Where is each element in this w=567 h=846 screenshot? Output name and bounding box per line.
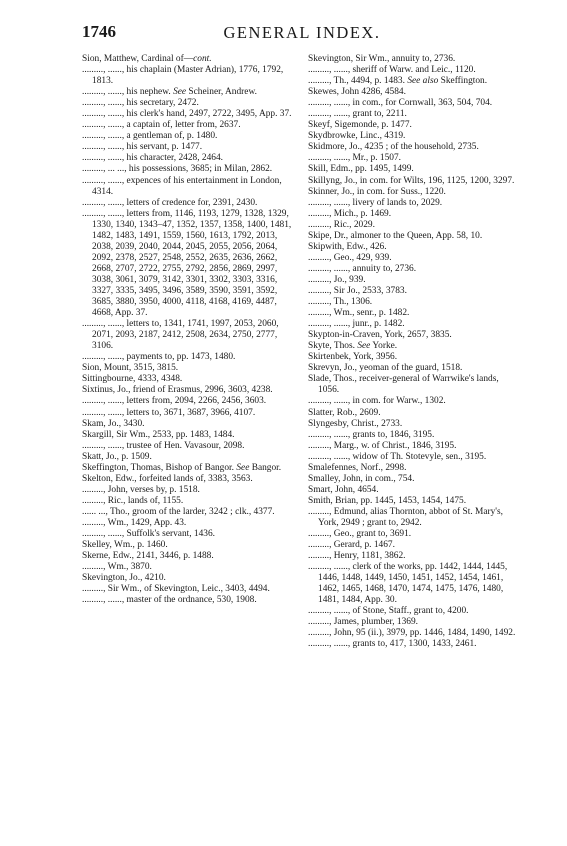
index-entry: [308, 551, 520, 562]
entry-text: ........., ......, his nephew.: [82, 87, 174, 98]
index-entry: [308, 242, 520, 253]
entry-text: ........., Wm., senr., p. 1482.: [308, 308, 410, 319]
entry-text: Skydbrowke, Linc., 4319.: [308, 131, 406, 142]
index-entry: [308, 275, 520, 286]
index-entry: [308, 164, 520, 175]
entry-text: Skypton-in-Craven, York, 2657, 3835.: [308, 330, 452, 341]
entry-text: Skinner, Jo., in com. for Suss., 1220.: [308, 186, 446, 197]
entry-text: ........., Geo., grant to, 3691.: [308, 529, 412, 540]
entry-text: Skirtenbek, York, 3956.: [308, 352, 398, 363]
index-entry: [308, 374, 520, 396]
index-entry: [308, 264, 520, 275]
entry-text: ........., Ric., 2029.: [308, 219, 375, 230]
page-title: GENERAL INDEX.: [223, 23, 381, 42]
index-entry: [308, 198, 520, 209]
entry-text: ........., ......, his chaplain (Master Adrian), 1776, 1792, 1813.: [82, 65, 284, 87]
entry-text: ........., John, 95 (ii.), 3979, pp. 1446, 1484, 1490, 1492.: [308, 628, 516, 639]
index-entry: [308, 109, 520, 120]
index-entry: [82, 120, 294, 131]
index-entry: [308, 606, 520, 617]
index-entry: [308, 441, 520, 452]
entry-text: ........., ......, in com. for Warw., 1302.: [308, 396, 446, 407]
index-entry: [82, 463, 294, 474]
entry-text: Skyte, Thos.: [308, 341, 358, 352]
entry-text: Yorke.: [370, 341, 398, 352]
entry-text: Smart, John, 4654.: [308, 484, 379, 495]
index-entry: [308, 352, 520, 363]
entry-text: Skelley, Wm., p. 1460.: [82, 540, 168, 551]
entry-text: ........., ......, his servant, p. 1477.: [82, 142, 203, 153]
entry-text: Skipe, Dr., almoner to the Queen, App. 58, 10.: [308, 230, 483, 241]
index-entry: [82, 164, 294, 175]
entry-text: ........., ......, sheriff of Warw. and Leic., 1120.: [308, 65, 476, 76]
entry-text: Skewes, John 4286, 4584.: [308, 87, 406, 98]
entry-text: ........., ......, Suffolk's servant, 1436.: [82, 529, 216, 540]
index-entry: [308, 341, 520, 352]
index-entry: [308, 562, 520, 606]
entry-text: ........., Sir Jo., 2533, 3783.: [308, 285, 407, 296]
index-entry: [82, 551, 294, 562]
entry-text: Skevington, Sir Wm., annuity to, 2736.: [308, 54, 456, 64]
index-entry: [308, 396, 520, 407]
entry-text: ........., ......, master of the ordnance, 530, 1908.: [82, 595, 257, 606]
entry-text: Sion, Matthew, Cardinal of—: [82, 54, 194, 64]
index-entry: [82, 142, 294, 153]
entry-text: Sixtinus, Jo., friend of Erasmus, 2996, 3603, 4238.: [82, 385, 273, 396]
entry-text: Smalefennes, Norf., 2998.: [308, 462, 407, 473]
entry-text: ........., ......, letters of credence for, 2391, 2430.: [82, 197, 258, 208]
index-entry: [82, 109, 294, 120]
index-entry: [82, 65, 294, 87]
index-entry: [308, 540, 520, 551]
index-entry: [308, 209, 520, 220]
entry-text: ........., ......, grants to, 417, 1300, 1433, 2461.: [308, 639, 477, 650]
index-entry: [308, 628, 520, 639]
entry-text: Slade, Thos., receiver-general of Warrwike's lands, 1056.: [308, 374, 499, 396]
index-entry: [308, 463, 520, 474]
index-entry: [308, 76, 520, 87]
entry-text: ........., ......, of Stone, Staff., grant to, 4200.: [308, 606, 469, 617]
index-entry: [308, 330, 520, 341]
index-entry: [82, 98, 294, 109]
index-entry: [308, 297, 520, 308]
index-entry: [82, 319, 294, 352]
entry-text: ........., Gerard, p. 1467.: [308, 540, 395, 551]
entry-text: Skelton, Edw., forfeited lands of, 3383, 3563.: [82, 473, 253, 484]
entry-text: Skevington, Jo., 4210.: [82, 573, 166, 584]
entry-text: ........., Jo., 939.: [308, 274, 366, 285]
entry-text: ........., ......, his character, 2428, 2464.: [82, 153, 223, 164]
index-entry: [308, 363, 520, 374]
entry-text: Skam, Jo., 3430.: [82, 418, 145, 429]
entry-text: ........., ......, his clerk's hand, 2497, 2722, 3495, App. 37.: [82, 109, 292, 120]
entry-text: Bangor.: [249, 462, 282, 473]
index-entry: [82, 595, 294, 606]
index-entry: [308, 54, 520, 65]
entry-text: Skillyng, Jo., in com. for Wilts, 196, 1125, 1200, 3297.: [308, 175, 515, 186]
italic-term: See also: [407, 76, 439, 87]
entry-text: ........., ......, annuity to, 2736.: [308, 263, 417, 274]
entry-text: ........., ......, a gentleman of, p. 1480.: [82, 131, 218, 142]
index-entry: [308, 408, 520, 419]
index-entry: [308, 529, 520, 540]
index-entry: [82, 198, 294, 209]
entry-text: Skrevyn, Jo., yeoman of the guard, 1518.: [308, 363, 463, 374]
entry-text: ........., ......, grants to, 1846, 3195.: [308, 429, 435, 440]
entry-text: ........., ......, letters from, 1146, 1193, 1279, 1328, 1329, 1330, 1340, 1343–47, 1352, 1357, 1358, 1400, 1481, 1482, 1483, 1491, 1559, 1560, 1613, 1792, 2013, 2038, 2039, 2040, 2044, 2045, 2055, 2056, 2064, 2092, 2378, 2527, 2548, 2552, 2635, 2636, 2662, 2668, 2707, 2722, 2755, 2792, 2856, 2869, 2997, 3038, 3061, 3079, 3142, 3301, 3302, 3303, 3316, 3327, 3335, 3495, 3496, 3589, 3590, 3591, 3592, 3685, 3880, 3950, 4000, 4118, 4168, 4169, 4487, 4668, App. 37.: [82, 208, 292, 319]
index-entry: [308, 308, 520, 319]
index-entry: [308, 485, 520, 496]
index-entry: [82, 584, 294, 595]
index-entry: [82, 474, 294, 485]
entry-text: Skerne, Edw., 2141, 3446, p. 1488.: [82, 551, 214, 562]
entry-text: Skeffington, Thomas, Bishop of Bangor.: [82, 462, 237, 473]
index-entry: [82, 485, 294, 496]
index-entry: [82, 54, 294, 65]
index-entry: [82, 352, 294, 363]
entry-text: Skipwith, Edw., 426.: [308, 241, 387, 252]
page-header: [82, 22, 522, 46]
index-entry: [308, 430, 520, 441]
index-entry: [308, 65, 520, 76]
index-entry: [308, 87, 520, 98]
index-column-left: [82, 54, 294, 606]
index-entry: [308, 142, 520, 153]
entry-text: Scheiner, Andrew.: [186, 87, 257, 98]
entry-text: ...... ..., Tho., groom of the larder, 3242 ; clk., 4377.: [82, 506, 275, 517]
entry-text: ........., Edmund, alias Thornton, abbot of St. Mary's, York, 2949 ; grant to, 2942.: [308, 506, 503, 528]
index-entry: [82, 396, 294, 407]
index-column-right: [308, 54, 520, 651]
index-entry: [308, 639, 520, 650]
index-entry: [308, 253, 520, 264]
entry-text: ........., ......, in com., for Cornwall, 363, 504, 704.: [308, 98, 493, 109]
index-entry: [82, 441, 294, 452]
entry-text: ........., ......, expences of his entertainment in London, 4314.: [82, 175, 282, 197]
index-entry: [308, 153, 520, 164]
entry-text: Slyngesby, Christ., 2733.: [308, 418, 403, 429]
index-entry: [82, 529, 294, 540]
index-entry: [82, 430, 294, 441]
index-entry: [308, 452, 520, 463]
page-number: 1746: [82, 22, 116, 41]
index-entry: [82, 419, 294, 430]
index-entry: [308, 120, 520, 131]
index-entry: [82, 496, 294, 507]
index-entry: [308, 617, 520, 628]
entry-text: ........., Th., 4494, p. 1483.: [308, 76, 408, 87]
entry-text: Skidmore, Jo., 4235 ; of the household, 2735.: [308, 142, 479, 153]
entry-text: ........., ......, letters from, 2094, 2266, 2456, 3603.: [82, 396, 267, 407]
index-entry: [308, 98, 520, 109]
index-entry: [82, 385, 294, 396]
index-entry: [82, 209, 294, 319]
entry-text: ........., Marg., w. of Christ., 1846, 3195.: [308, 440, 457, 451]
entry-text: ........., Mich., p. 1469.: [308, 208, 392, 219]
index-entry: [82, 87, 294, 98]
index-entry: [82, 363, 294, 374]
entry-text: ........., ......, his secretary, 2472.: [82, 98, 199, 109]
index-entry: [308, 176, 520, 187]
entry-text: ........., ......, trustee of Hen. Vavasour, 2098.: [82, 440, 245, 451]
entry-text: ........., ......, Mr., p. 1507.: [308, 153, 401, 164]
index-entry: [308, 474, 520, 485]
entry-text: ........., Th., 1306.: [308, 297, 373, 308]
index-entry: [82, 562, 294, 573]
index-entry: [82, 507, 294, 518]
entry-text: ........., Wm., 3870.: [82, 562, 152, 573]
index-entry: [308, 231, 520, 242]
entry-text: Skeyf, Sigemonde, p. 1477.: [308, 120, 412, 131]
entry-text: Smith, Brian, pp. 1445, 1453, 1454, 1475.: [308, 495, 467, 506]
entry-text: ........., ......, grant to, 2211.: [308, 109, 407, 120]
entry-text: Skargill, Sir Wm., 2533, pp. 1483, 1484.: [82, 429, 235, 440]
italic-term: See: [357, 341, 371, 352]
entry-text: ........., ......, payments to, pp. 1473, 1480.: [82, 352, 236, 363]
entry-text: ........., Geo., 429, 939.: [308, 252, 392, 263]
index-entry: [308, 419, 520, 430]
index-entry: [82, 153, 294, 164]
index-entry: [82, 176, 294, 198]
entry-text: ........., ......, clerk of the works, pp. 1442, 1444, 1445, 1446, 1448, 1449, 1450, 1451, 1452, 1454, 1461, 1462, 1465, 1468, 1470, 1474, 1475, 1476, 1480, 1481, 1484, App. 30.: [308, 562, 508, 606]
entry-text: ........., ......, widow of Th. Stotevyle, sen., 3195.: [308, 451, 487, 462]
index-entry: [308, 507, 520, 529]
index-entry: [308, 286, 520, 297]
entry-text: ........., John, verses by, p. 1518.: [82, 484, 200, 495]
entry-text: Smalley, John, in com., 754.: [308, 473, 415, 484]
entry-text: ........., Henry, 1181, 3862.: [308, 551, 406, 562]
entry-text: ........., Ric., lands of, 1155.: [82, 495, 184, 506]
entry-text: ........., ......, letters to, 3671, 3687, 3966, 4107.: [82, 407, 256, 418]
entry-text: Slatter, Rob., 2609.: [308, 407, 381, 418]
italic-term: cont.: [193, 54, 212, 64]
entry-text: ........., James, plumber, 1369.: [308, 617, 419, 628]
index-entry: [82, 518, 294, 529]
entry-text: ........., ......, a captain of, letter from, 2637.: [82, 120, 241, 131]
index-entry: [308, 187, 520, 198]
index-entry: [308, 319, 520, 330]
entry-text: Sion, Mount, 3515, 3815.: [82, 363, 179, 374]
italic-term: See: [236, 462, 250, 473]
index-entry: [82, 374, 294, 385]
entry-text: Skatt, Jo., p. 1509.: [82, 451, 152, 462]
index-entry: [82, 131, 294, 142]
index-entry: [82, 452, 294, 463]
entry-text: ........., Wm., 1429, App. 43.: [82, 517, 187, 528]
index-entry: [308, 131, 520, 142]
index-entry: [82, 573, 294, 584]
entry-text: ........., ......, junr., p. 1482.: [308, 319, 405, 330]
entry-text: ........., ......, livery of lands to, 2029.: [308, 197, 443, 208]
entry-text: ........., ... ..., his possessions, 3685; in Milan, 2862.: [82, 164, 273, 175]
index-entry: [82, 408, 294, 419]
index-entry: [308, 496, 520, 507]
entry-text: ........., Sir Wm., of Skevington, Leic., 3403, 4494.: [82, 584, 270, 595]
entry-text: Skill, Edm., pp. 1495, 1499.: [308, 164, 414, 175]
entry-text: Skeffington.: [438, 76, 488, 87]
index-entry: [308, 220, 520, 231]
entry-text: ........., ......, letters to, 1341, 1741, 1997, 2053, 2060, 2071, 2093, 2187, 2412, 2508, 2634, 2750, 2777, 3106.: [82, 319, 279, 352]
index-entry: [82, 540, 294, 551]
italic-term: See: [173, 87, 187, 98]
entry-text: Sittingbourne, 4333, 4348.: [82, 374, 183, 385]
